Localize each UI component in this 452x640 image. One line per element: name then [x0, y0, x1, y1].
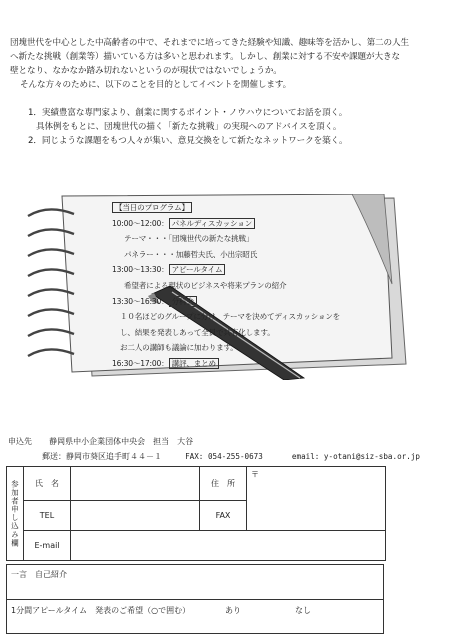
program-schedule [112, 200, 402, 372]
apply-email: email: y-otani@siz-sba.or.jp [291, 452, 420, 461]
form-side-label: 参加者申し込み欄 [7, 467, 24, 561]
application-info [8, 434, 444, 464]
self-intro-box [6, 564, 384, 634]
session-2-time: 13:00～13:30： [112, 265, 169, 275]
postal-mark: 〒 [251, 470, 259, 479]
session-2-title: アピールタイム [169, 264, 226, 275]
option-yes[interactable]: あり [225, 606, 241, 615]
tel-label: TEL [24, 501, 71, 531]
session-3-time: 13:30～16:30： [112, 296, 169, 306]
apply-fax: FAX: 054-255-0673 [185, 452, 263, 461]
name-label: 氏 名 [24, 467, 71, 501]
apply-label: 申込先 [8, 437, 32, 446]
intro-line-1: 団塊世代を中心とした中高齢者の中で、それまでに培ってきた経験や知識、趣味等を活かし、第二の人生 [10, 38, 410, 48]
session-1-theme: テーマ・・・「団塊世代の新たな挑戦」 [124, 234, 254, 244]
self-intro-label: 一言 自己紹介 [11, 570, 67, 579]
appeal-row [11, 605, 381, 616]
session-1-title: パネルディスカッション [169, 218, 256, 229]
session-1-panelists: パネラー・・・加藤哲夫氏、小出宗昭氏 [124, 249, 258, 259]
tel-field[interactable] [71, 501, 200, 531]
purpose-item-2: 2．同じような課題をもつ人々が集い、意見交換をして新たなネットワークを築く。 [28, 136, 348, 146]
session-3-desc-2: し、結果を発表しあって全員で共有化します。 [120, 327, 275, 337]
divider [7, 599, 383, 600]
email-label: E-mail [24, 531, 71, 561]
program-heading: 【当日のプログラム】 [112, 202, 192, 213]
apply-organization: 静岡県中小企業団体中央会 担当 大谷 [49, 437, 194, 446]
appeal-label: 1分間アピールタイム 発表のご希望（○で囲む） [11, 606, 191, 615]
fax-label: FAX [200, 501, 247, 531]
intro-line-4: そんな方々のために、以下のことを目的としてイベントを開催します。 [20, 80, 292, 90]
purpose-list [28, 106, 440, 148]
registration-form [6, 466, 386, 561]
address-field[interactable] [247, 467, 386, 531]
session-3-desc-3: お二人の講師も議論に加わります。 [120, 343, 238, 353]
option-no[interactable]: なし [295, 606, 311, 615]
session-3-title: 分科会 [169, 296, 197, 307]
name-field[interactable] [71, 467, 200, 501]
email-field[interactable] [71, 531, 386, 561]
address-label: 住 所 [200, 467, 247, 501]
purpose-item-1-sub: 具体例をもとに、団塊世代の描く「新たな挑戦」の実現へのアドバイスを頂く。 [36, 122, 342, 132]
intro-line-3: 壁となり、なかなか踏み切れないというのが現状ではないでしょうか。 [10, 66, 282, 76]
intro-line-2: へ新たな挑戦（創業等）描いている方は多いと思われます。しかし、創業に対する不安や課題が大きな [10, 52, 401, 62]
intro-text [10, 36, 440, 92]
session-3-desc-1: １０名ほどのグループに分け、テーマを決めてディスカッションを [120, 312, 341, 322]
apply-mail-address: 郵送：静岡市葵区追手町４４－１ [42, 452, 162, 461]
session-2-desc: 希望者による現状のビジネスや将来プランの紹介 [124, 280, 287, 290]
session-4-time: 16:30～17:00： [112, 358, 169, 368]
session-4-title: 講評、まとめ [169, 358, 219, 369]
purpose-item-1: 1．実績豊富な専門家より、創業に関するポイント・ノウハウについてお話を頂く。 [28, 108, 348, 118]
session-1-time: 10:00～12:00： [112, 218, 169, 228]
